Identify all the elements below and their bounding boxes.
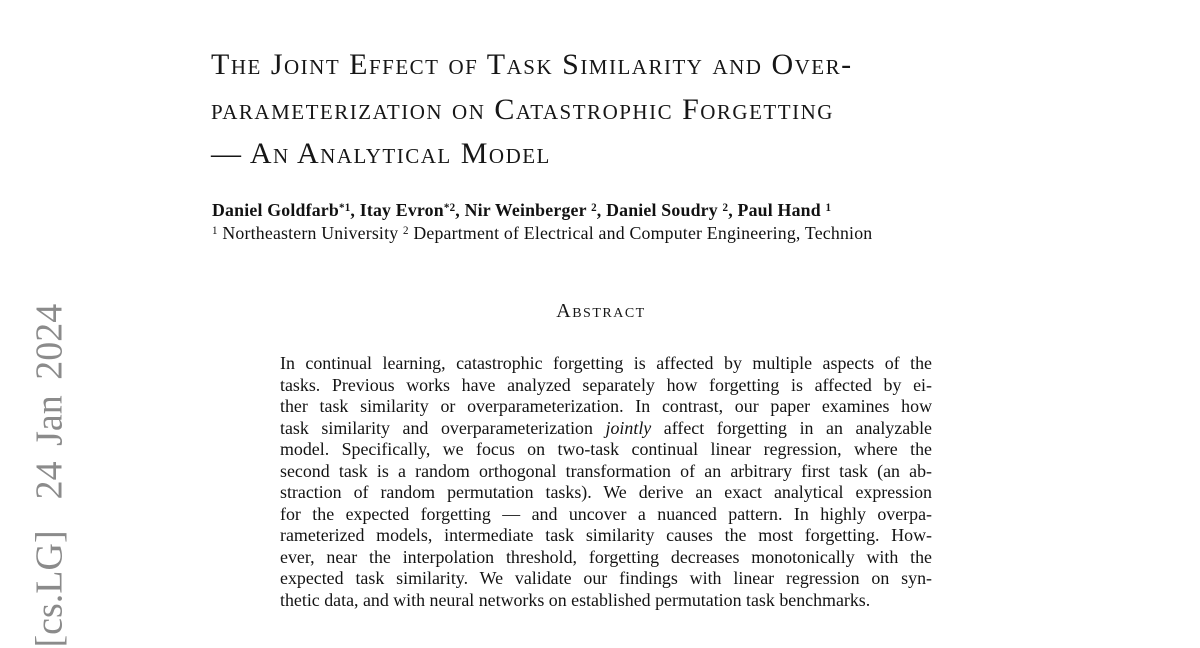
authors-line: [212, 199, 972, 222]
text-line: [280, 461, 932, 483]
text-segment: thetic data, and with neural networks on established permutation task benchmarks.: [280, 589, 871, 610]
text-segment: affect forgetting in an analyzable: [651, 417, 932, 438]
text-segment: ever, near the interpolation threshold, forgetting decreases monotonically with the: [280, 546, 932, 567]
affiliations-line: [212, 222, 992, 245]
abstract-heading: Abstract: [556, 300, 646, 322]
paper-title: [211, 43, 1011, 177]
text-segment: Department of Electrical and Computer Engineering, Technion: [408, 223, 873, 243]
text-segment: ther task similarity or overparameterization. In contrast, our paper examines how: [280, 396, 932, 416]
text-segment: , Paul Hand: [728, 200, 826, 220]
text-segment: task similarity and overparameterization: [280, 417, 606, 438]
text-line: [280, 525, 932, 547]
text-segment: expected task similarity. We validate our findings with linear regression on syn-: [280, 568, 932, 588]
arxiv-watermark: [cs.LG] 24 Jan 2024: [28, 303, 71, 648]
text-segment: rameterized models, intermediate task similarity causes the most forgetting. How-: [280, 525, 932, 545]
text-line: [280, 353, 932, 375]
text-segment: Northeastern University: [217, 223, 403, 243]
text-line: [280, 547, 932, 569]
superscript: 2: [402, 225, 409, 238]
text-segment: for the expected forgetting — and uncover a nuanced pattern. In highly overpa-: [280, 503, 932, 524]
text-segment: straction of random permutation tasks). We derive an exact analytical expression: [280, 482, 932, 502]
text-segment: , Itay Evron: [350, 200, 444, 220]
text-segment: — An Analytical Model: [211, 137, 551, 170]
text-line: [280, 375, 932, 397]
text-segment: second task is a random orthogonal transformation of an arbitrary first task (an ab-: [280, 460, 932, 481]
text-line: [211, 88, 1011, 133]
text-segment: , Nir Weinberger: [455, 200, 592, 220]
text-line: [211, 43, 1011, 88]
text-line: [280, 396, 932, 418]
text-segment: parameterization on Catastrophic Forgetting: [211, 92, 834, 126]
abstract-text: [280, 353, 932, 611]
text-segment: Daniel Goldfarb: [212, 200, 339, 220]
text-line: [280, 504, 932, 526]
text-segment: In continual learning, catastrophic forgetting is affected by multiple aspects of the: [280, 353, 932, 373]
superscript: 2: [591, 202, 597, 215]
text-line: [211, 132, 1011, 177]
superscript: *1: [338, 202, 351, 215]
superscript: 1: [212, 225, 218, 238]
text-line: [280, 439, 932, 461]
text-line: [280, 482, 932, 504]
text-segment: The Joint Effect of Task Similarity and Over-: [211, 48, 853, 81]
superscript: 1: [825, 202, 832, 215]
text-segment: model. Specifically, we focus on two-task continual linear regression, where the: [280, 439, 932, 459]
text-line: [280, 590, 932, 612]
text-segment: jointly: [605, 417, 652, 438]
superscript: *2: [443, 202, 456, 215]
text-line: [280, 418, 932, 440]
superscript: 2: [722, 202, 729, 215]
text-segment: , Daniel Soudry: [596, 200, 723, 220]
text-line: [280, 568, 932, 590]
text-segment: tasks. Previous works have analyzed separately how forgetting is affected by ei-: [280, 374, 932, 395]
